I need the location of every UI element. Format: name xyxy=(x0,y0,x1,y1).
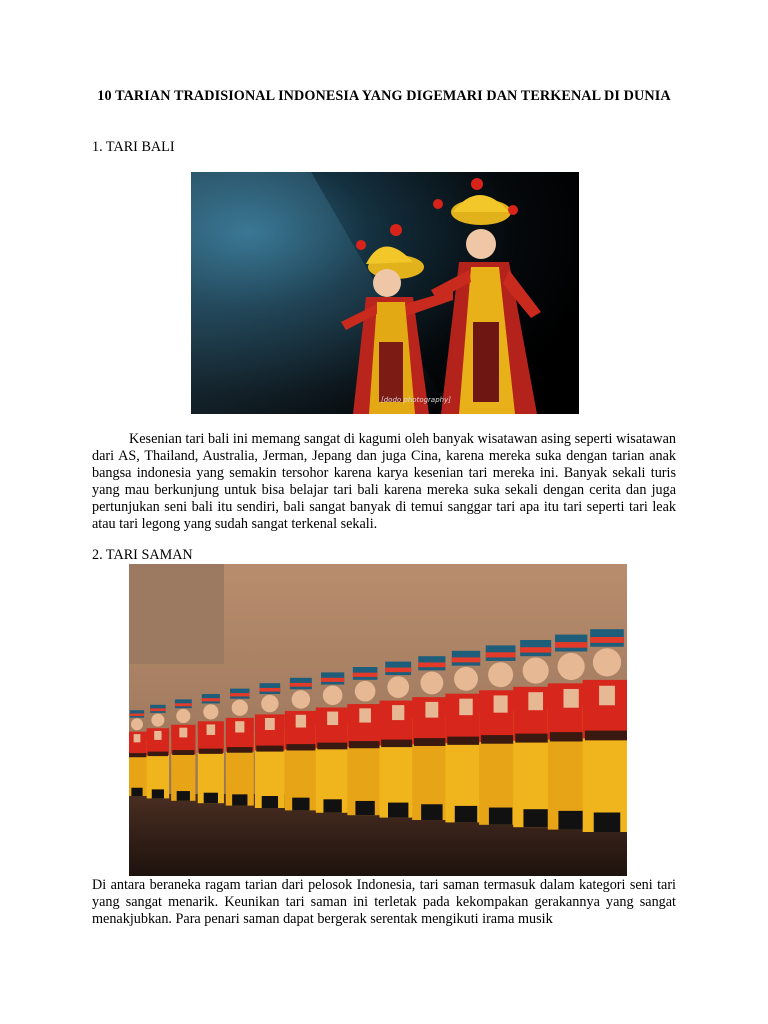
tari-saman-photo xyxy=(129,564,627,876)
tari-saman-paragraph: Di antara beraneka ragam tarian dari pelosok Indonesia, tari saman termasuk dalam kategori seni tari yang sangat menarik. Keunikan tari saman ini terletak pada kekompakan gerakannya yang sangat menakjubkan. Para penari saman dapat bergerak serentak mengikuti irama musik xyxy=(92,877,676,927)
section-heading-tari-bali: 1. TARI BALI xyxy=(92,139,175,155)
document-title: 10 TARIAN TRADISIONAL INDONESIA YANG DIGEMARI DAN TERKENAL DI DUNIA xyxy=(97,88,671,104)
tari-bali-photo xyxy=(191,172,579,414)
section-heading-tari-saman: 2. TARI SAMAN xyxy=(92,547,193,563)
photo-watermark: [dodo photography] xyxy=(381,396,451,404)
tari-bali-paragraph: Kesenian tari bali ini memang sangat di kagumi oleh banyak wisatawan asing seperti wisatawan dari AS, Thailand, Australia, Jerman, Jepang dan juga Cina, karena mereka suka dengan tarian anak bangsa indonesia yang semakin tersohor karena karya kesenian tari mereka ini. Banyak sekali turis yang mau berkunjung untuk bisa belajar tari bali karena mereka suka sekali dengan cerita dan juga pertunjukan seni bali itu sendiri, bali sangat banyak di temui sanggar tari apa itu tari seperti tari leak atau tari legong yang sudah sangat terkenal sekali. xyxy=(92,431,676,532)
